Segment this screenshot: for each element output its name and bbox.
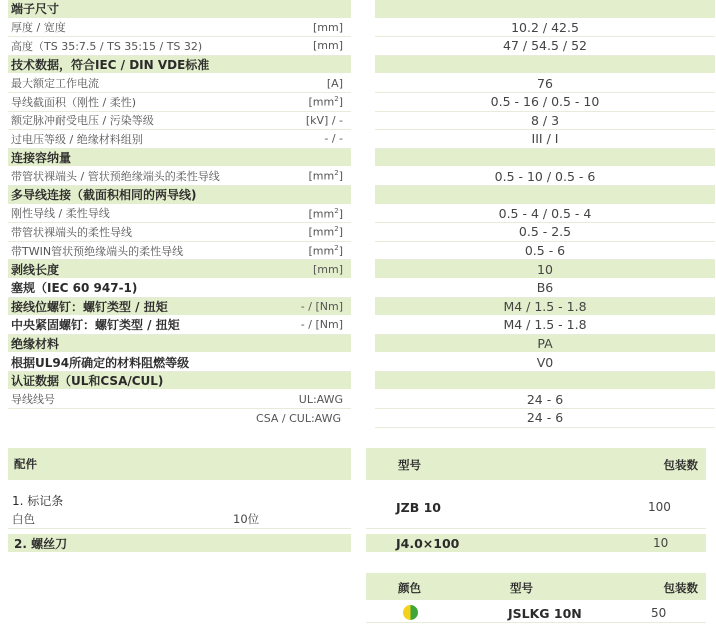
spec-row-bare-ferrule — [8, 223, 715, 242]
spec-label: 最大额定工作电流 — [11, 77, 99, 91]
spec-value: 0.5 - 6 — [375, 242, 715, 261]
section-header: 技术数据，符合IEC / DIN VDE标准 — [11, 58, 210, 73]
spec-row-thickness-width — [8, 19, 715, 38]
spec-label: 带TWIN管状预绝缘端头的柔性导线 — [11, 244, 184, 258]
spec-unit: UL:AWG — [298, 392, 343, 406]
spec-row-clamp-screw — [8, 298, 715, 317]
spec-value: 76 — [375, 74, 715, 93]
spec-value: 47 / 54.5 / 52 — [375, 37, 715, 56]
spec-label: 绝缘材料 — [11, 336, 60, 351]
accessories-columns-header — [366, 448, 706, 480]
spec-label: 接线位螺钉：螺钉类型 / 扭矩 — [11, 299, 168, 314]
spec-label: 刚性导线 / 柔性导线 — [11, 207, 110, 221]
accessory-marker-color: 白色 — [12, 512, 35, 526]
spec-row-cross-section — [8, 93, 715, 112]
spec-value: III / I — [375, 130, 715, 149]
spec-unit: $[mm^2]$ — [308, 94, 343, 109]
spec-value: 0.5 - 2.5 — [375, 223, 715, 242]
section-header: 连接容纳量 — [11, 151, 72, 166]
spec-value: B6 — [375, 279, 715, 298]
spec-row-csa — [8, 409, 715, 428]
spec-unit: [mm] — [312, 262, 343, 276]
spec-row-twin-ferrule — [8, 242, 715, 261]
spec-row-tech-header — [8, 56, 715, 75]
spec-label: 根据UL94所确定的材料阻燃等级 — [11, 355, 190, 370]
spec-label: 剥线长度 — [11, 262, 60, 277]
spec-unit: $[mm^2]$ — [308, 243, 343, 258]
spec-row-insulation — [8, 335, 715, 354]
accessory-marker-title: 1. 标记条 — [12, 494, 64, 508]
column-model: 型号 — [510, 581, 533, 595]
column-pack: 包装数 — [663, 581, 698, 595]
spec-row-rigid-flex — [8, 205, 715, 224]
spec-value: 0.5 - 10 / 0.5 - 6 — [375, 167, 715, 186]
accessory-screwdriver-pack: 10 — [653, 536, 669, 550]
spec-row-rated-current — [8, 74, 715, 93]
spec-row-overvoltage — [8, 130, 715, 149]
spec-unit: $[mm^2]$ — [308, 169, 343, 183]
spec-value: 8 / 3 — [375, 112, 715, 131]
spec-label: 导线截面积（刚性 / 柔性) — [11, 95, 136, 109]
spec-value: 0.5 - 4 / 0.5 - 4 — [375, 205, 715, 224]
section-header: 多导线连接（截面积相同的两导线) — [11, 188, 197, 203]
spec-row-flammability — [8, 353, 715, 372]
spec-row-dims-header — [8, 0, 715, 19]
spec-label: 中央紧固螺钉：螺钉类型 / 扭矩 — [11, 318, 180, 333]
spec-unit: $[mm^2]$ — [308, 206, 343, 221]
spec-label: 带管状裸端头 / 管状预绝缘端头的柔性导线 — [11, 170, 220, 184]
spec-row-capacity-header — [8, 149, 715, 168]
section-header: 端子尺寸 — [11, 2, 60, 17]
accessory-marker-model: JZB 10 — [396, 500, 441, 515]
spec-label: 过电压等级 / 绝缘材料组别 — [11, 132, 143, 146]
divider — [366, 528, 706, 529]
spec-value: 24 - 6 — [375, 390, 715, 409]
divider — [8, 528, 351, 529]
spec-table — [8, 0, 715, 428]
accessories-header: 配件 — [8, 448, 351, 480]
spec-value: 0.5 - 16 / 0.5 - 10 — [375, 93, 715, 112]
spec-row-impulse-voltage — [8, 112, 715, 131]
spec-unit: [kV] / - — [305, 113, 343, 127]
earth-variant-header — [366, 573, 706, 600]
earth-variant-row — [366, 603, 706, 623]
section-header: 认证数据（UL和CSA/CUL) — [11, 374, 164, 389]
spec-value: PA — [375, 335, 715, 354]
spec-value: V0 — [375, 353, 715, 372]
spec-row-ferrule-flex — [8, 167, 715, 186]
spec-unit: [mm] — [312, 20, 343, 34]
spec-value: M4 / 1.5 - 1.8 — [375, 316, 715, 335]
spec-unit: - / - — [324, 132, 343, 146]
spec-unit: - / [Nm] — [300, 318, 343, 332]
spec-value: 10.2 / 42.5 — [375, 19, 715, 38]
spec-row-multi-header — [8, 186, 715, 205]
accessory-screwdriver-title: 2. 螺丝刀 — [8, 534, 351, 552]
yellow-green-color-icon — [403, 605, 418, 620]
spec-unit: [mm] — [312, 39, 343, 53]
spec-row-gauge — [8, 279, 715, 298]
spec-label: 导线线号 — [11, 393, 55, 407]
spec-unit: CSA / CUL:AWG — [256, 411, 341, 425]
spec-row-height — [8, 37, 715, 56]
column-model: 型号 — [398, 458, 421, 472]
accessory-marker-pack: 100 — [648, 500, 671, 514]
spec-unit: $[mm^2]$ — [308, 225, 343, 239]
spec-value: M4 / 1.5 - 1.8 — [375, 298, 715, 317]
accessory-screwdriver-model: J4.0×100 — [396, 536, 460, 551]
spec-label: 额定脉冲耐受电压 / 污染等级 — [11, 114, 154, 128]
earth-variant-model: JSLKG 10N — [508, 606, 582, 621]
spec-value: 10 — [375, 260, 715, 279]
spec-label: 高度（TS 35:7.5 / TS 35:15 / TS 32) — [11, 39, 203, 53]
column-color: 颜色 — [398, 581, 421, 595]
column-pack: 包装数 — [663, 458, 698, 472]
spec-unit: [A] — [326, 76, 343, 90]
spec-row-wire-no — [8, 390, 715, 409]
spec-label: 厚度 / 宽度 — [11, 21, 66, 35]
spec-label: 带管状裸端头的柔性导线 — [11, 225, 132, 239]
accessory-marker-qty: 10位 — [233, 512, 260, 526]
spec-row-cert-header — [8, 372, 715, 391]
accessory-screwdriver-row — [366, 534, 706, 552]
spec-row-strip-length — [8, 260, 715, 279]
spec-row-center-screw — [8, 316, 715, 335]
spec-unit: - / [Nm] — [300, 299, 343, 313]
earth-variant-pack: 50 — [651, 606, 667, 620]
spec-value: 24 - 6 — [375, 409, 715, 428]
spec-label: 塞规（IEC 60 947-1) — [11, 281, 138, 296]
